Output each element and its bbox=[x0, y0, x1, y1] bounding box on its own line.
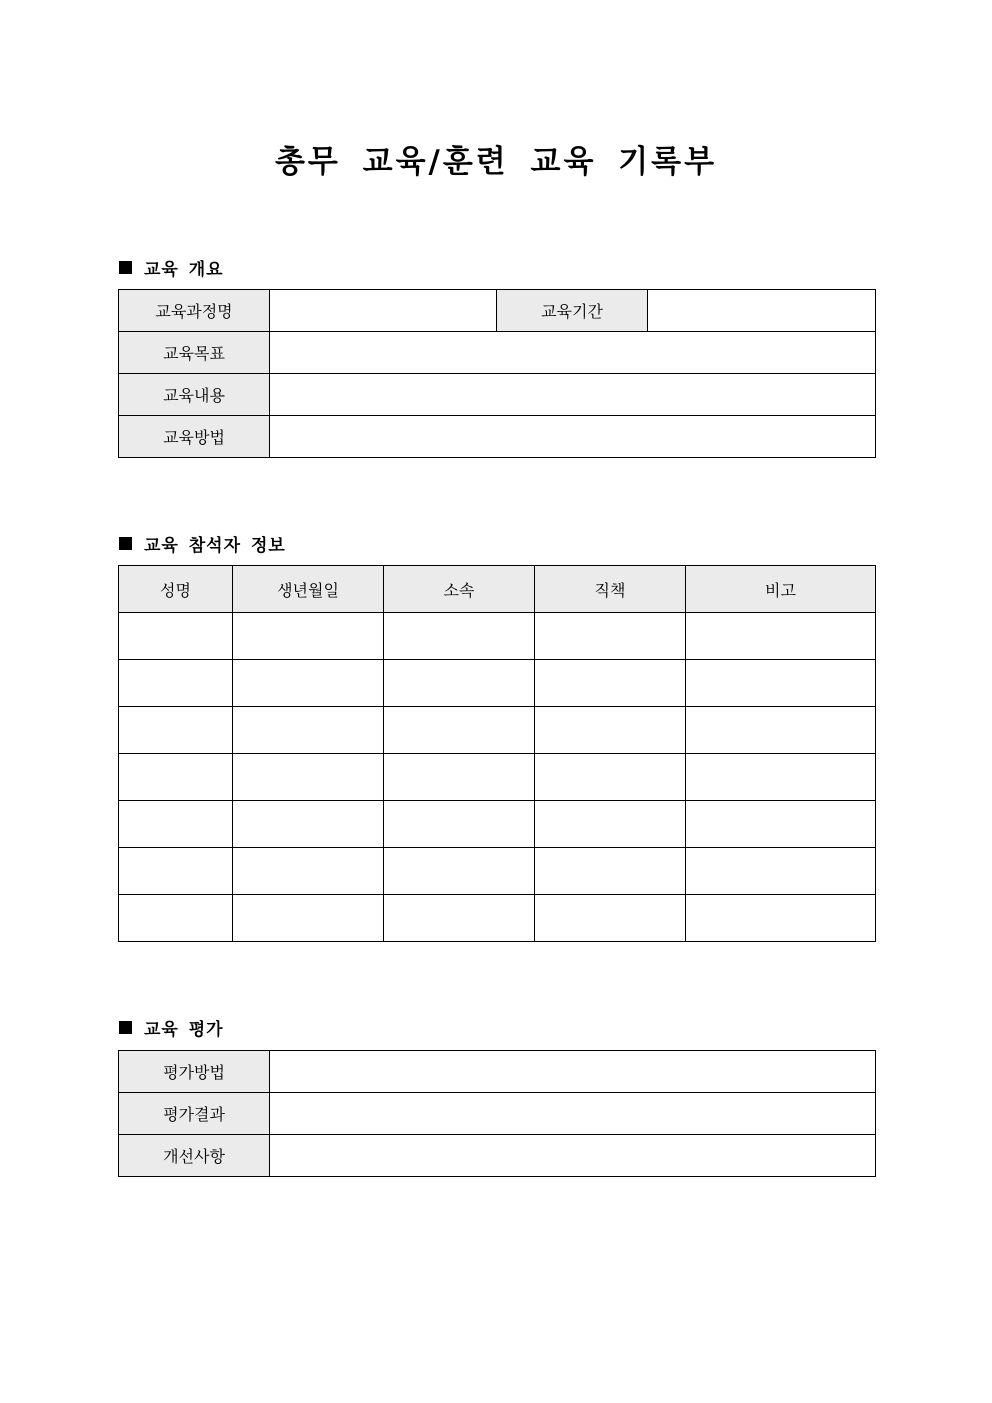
table-row bbox=[119, 754, 876, 801]
method-field[interactable] bbox=[270, 416, 876, 458]
table-cell[interactable] bbox=[119, 895, 233, 942]
eval-method-field[interactable] bbox=[270, 1051, 876, 1093]
table-cell[interactable] bbox=[686, 801, 876, 848]
table-cell[interactable] bbox=[535, 801, 686, 848]
table-cell[interactable] bbox=[535, 613, 686, 660]
table-row bbox=[119, 707, 876, 754]
table-row bbox=[119, 1135, 876, 1177]
table-cell[interactable] bbox=[384, 754, 535, 801]
attendees-heading bbox=[119, 531, 286, 556]
column-header-position: 직책 bbox=[535, 566, 686, 613]
table-cell[interactable] bbox=[686, 754, 876, 801]
table-row bbox=[119, 416, 876, 458]
table-cell[interactable] bbox=[384, 707, 535, 754]
table-cell[interactable] bbox=[119, 613, 233, 660]
column-header-name: 성명 bbox=[119, 566, 233, 613]
table-row bbox=[119, 1051, 876, 1093]
table-cell[interactable] bbox=[686, 848, 876, 895]
table-cell[interactable] bbox=[686, 895, 876, 942]
table-cell[interactable] bbox=[535, 754, 686, 801]
period-label: 교육기간 bbox=[497, 290, 648, 332]
table-cell[interactable] bbox=[233, 801, 384, 848]
table-cell[interactable] bbox=[686, 707, 876, 754]
square-bullet-icon bbox=[119, 1021, 132, 1034]
table-row bbox=[119, 374, 876, 416]
column-header-remarks: 비고 bbox=[686, 566, 876, 613]
table-row bbox=[119, 801, 876, 848]
content-field[interactable] bbox=[270, 374, 876, 416]
column-header-department: 소속 bbox=[384, 566, 535, 613]
table-row bbox=[119, 332, 876, 374]
table-cell[interactable] bbox=[535, 707, 686, 754]
table-cell[interactable] bbox=[535, 895, 686, 942]
evaluation-heading-text: 교육 평가 bbox=[144, 1020, 224, 1040]
table-cell[interactable] bbox=[119, 660, 233, 707]
table-row bbox=[119, 613, 876, 660]
overview-heading bbox=[119, 255, 224, 280]
goal-field[interactable] bbox=[270, 332, 876, 374]
square-bullet-icon bbox=[119, 537, 132, 550]
table-cell[interactable] bbox=[384, 895, 535, 942]
table-cell[interactable] bbox=[119, 801, 233, 848]
table-cell[interactable] bbox=[119, 754, 233, 801]
overview-heading-text: 교육 개요 bbox=[144, 260, 224, 280]
square-bullet-icon bbox=[119, 261, 132, 274]
table-cell[interactable] bbox=[384, 801, 535, 848]
course-name-label: 교육과정명 bbox=[119, 290, 270, 332]
method-label: 교육방법 bbox=[119, 416, 270, 458]
table-cell[interactable] bbox=[686, 660, 876, 707]
improvements-field[interactable] bbox=[270, 1135, 876, 1177]
evaluation-table bbox=[118, 1050, 876, 1177]
table-row bbox=[119, 895, 876, 942]
table-cell[interactable] bbox=[233, 895, 384, 942]
content-label: 교육내용 bbox=[119, 374, 270, 416]
goal-label: 교육목표 bbox=[119, 332, 270, 374]
eval-result-field[interactable] bbox=[270, 1093, 876, 1135]
course-name-field[interactable] bbox=[270, 290, 497, 332]
page-title: 총무 교육/훈련 교육 기록부 bbox=[274, 144, 718, 180]
evaluation-heading bbox=[119, 1015, 224, 1040]
attendees-heading-text: 교육 참석자 정보 bbox=[144, 536, 286, 556]
period-field[interactable] bbox=[648, 290, 876, 332]
table-cell[interactable] bbox=[535, 848, 686, 895]
table-header-row bbox=[119, 566, 876, 613]
table-row bbox=[119, 290, 876, 332]
table-cell[interactable] bbox=[233, 660, 384, 707]
table-cell[interactable] bbox=[384, 613, 535, 660]
table-cell[interactable] bbox=[384, 848, 535, 895]
table-cell[interactable] bbox=[233, 707, 384, 754]
table-cell[interactable] bbox=[233, 848, 384, 895]
table-row bbox=[119, 848, 876, 895]
eval-result-label: 평가결과 bbox=[119, 1093, 270, 1135]
table-cell[interactable] bbox=[233, 754, 384, 801]
overview-table bbox=[118, 289, 876, 458]
table-cell[interactable] bbox=[119, 707, 233, 754]
table-row bbox=[119, 660, 876, 707]
eval-method-label: 평가방법 bbox=[119, 1051, 270, 1093]
table-cell[interactable] bbox=[384, 660, 535, 707]
improvements-label: 개선사항 bbox=[119, 1135, 270, 1177]
attendees-table bbox=[118, 565, 876, 942]
table-cell[interactable] bbox=[233, 613, 384, 660]
table-cell[interactable] bbox=[119, 848, 233, 895]
table-row bbox=[119, 1093, 876, 1135]
column-header-birthdate: 생년월일 bbox=[233, 566, 384, 613]
table-cell[interactable] bbox=[535, 660, 686, 707]
table-cell[interactable] bbox=[686, 613, 876, 660]
